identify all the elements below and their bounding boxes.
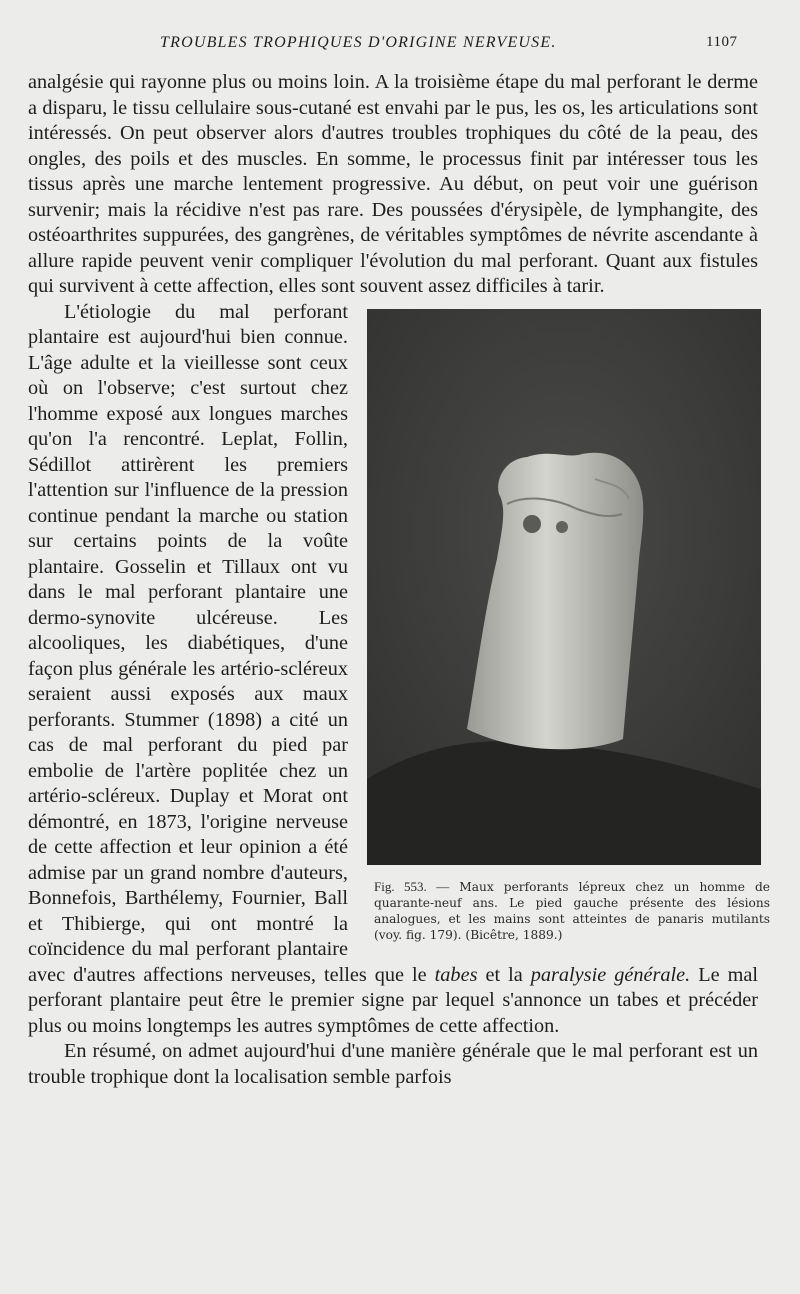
paragraph-1 (28, 70, 758, 300)
running-title: TROUBLES TROPHIQUES D'ORIGINE NERVEUSE. (160, 34, 557, 51)
paralysie-term: paralysie générale. (530, 963, 691, 986)
page-header (0, 34, 800, 56)
paragraph-2-text: L'étiologie du mal perforant plantaire est aujourd'hui bien connue. L'âge adulte et la vieillesse sont ceux où on l'observe; c'est surtout chez l'homme exposé aux longues marches qu'on l'a rencontré. Leplat, Follin, Sédillot attirèrent les premiers l'attention sur l'influence de la pression continue pendant la marche ou station sur certains points de la voûte plantaire. Gosselin et Tillaux ont vu dans le mal perforant plantaire une dermo-synovite ulcéreuse. Les alcooliques, les diabétiques, d'une façon plus générale les artério-scléreux seraient aussi exposés aux maux perforants. Stummer (1898) a cité un cas de mal perforant du pied par embolie de l'artère poplitée chez un artério-scléreux. Duplay et Morat ont démontré, en 1873, l'origine nerveuse de cette affection et leur opinion a été admise par un grand nombre d'auteurs, Bonnefois, Barthélemy, Fournier, Ball et Thibierge, qui ont montré la coïncidence du mal perforant plantaire avec d'autres affections nerveuses, telles que le (28, 300, 427, 986)
tabes-term: tabes (434, 963, 478, 986)
paragraph-1-before-figure: analgésie qui rayonne plus ou moins loin. A la troisième étape du mal perforant le derme a disparu, le tissu cellulaire sous-cutané est envahi par le pus, les os, les articulations sont intéressés. On peut observer alors d'autres troubles trophiques du côté de la peau, des ongles, des poils et des muscles. En somme, le processus finit par intéresser tous les tissus après une marche lentement progressive. Au début, on peut voir une guérison survenir; mais la récidive n'est pas rare. Des poussées d'érysipèle, de lymphangite, des ostéoarthrites suppurées, des gangrènes, de véritables symptômes de névrite ascendante à allure rapide peuvent venir compliquer l'évolution du mal perforant. Quant aux fistules qui survivent à cette affection, elles sont souvent assez difficiles à tarir. (28, 71, 758, 297)
figure-caption-text: Maux perforants lépreux chez un homme de quarante-neuf ans. Le pied gauche présente des lésions analogues, et les mains sont atteintes de panaris mutilants (voy. fig. 179). (Bicêtre, 1889.) (374, 879, 771, 942)
figure-caption (360, 879, 774, 943)
paragraph-3-text: En résumé, on admet aujourd'hui d'une manière générale que le mal perforant est un trouble trophique dont la localisation semble parfois (28, 1040, 758, 1088)
body-text (28, 70, 771, 1090)
paragraph-2-end: Le mal perforant plantaire peut être le premier signe par lequel s'annonce un tabes et précéder plus ou moins longtemps les autres symptômes de cette affection. (28, 963, 759, 1037)
paragraph-3 (28, 1039, 758, 1090)
figure-label: Fig. 553. — (374, 878, 450, 894)
foot-photograph (367, 309, 761, 865)
page-number: 1107 (706, 34, 738, 50)
figure-553 (360, 309, 774, 943)
paragraph-2-connector: et la (485, 963, 523, 986)
